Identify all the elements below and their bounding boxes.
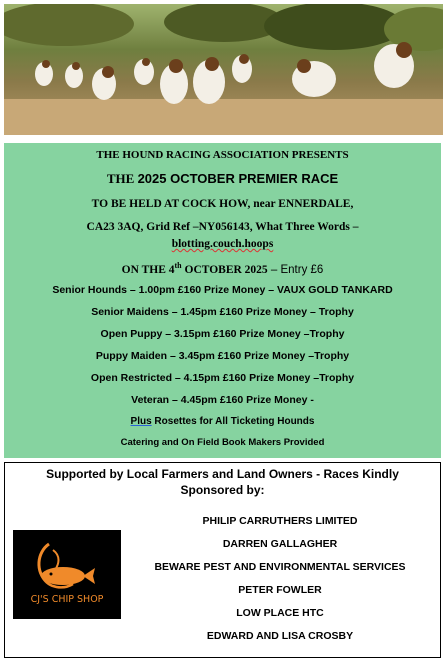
race-title-main: 2025 OCTOBER PREMIER RACE — [137, 171, 339, 186]
race-title — [4, 171, 441, 187]
sponsor-box — [4, 462, 441, 658]
sponsor-4: PETER FOWLER — [238, 584, 322, 596]
entry-fee: – Entry £6 — [267, 263, 324, 276]
sponsor-6: EDWARD AND LISA CROSBY — [206, 630, 354, 642]
venue-line-3 — [4, 238, 441, 250]
race-senior-maidens: Senior Maidens – 1.45pm £160 Prize Money – Trophy — [91, 306, 354, 318]
venue-line-2: CA23 3AQ, Grid Ref –NY056143, What Three Words – — [86, 221, 359, 233]
race-veteran: Veteran – 4.45pm £160 Prize Money - — [131, 394, 314, 406]
sponsor-3: BEWARE PEST AND ENVIRONMENTAL SERVICES — [154, 561, 406, 573]
rosettes-line — [4, 416, 441, 427]
presents-line: THE HOUND RACING ASSOCIATION PRESENTS — [96, 149, 349, 161]
race-open-puppy: Open Puppy – 3.15pm £160 Prize Money –Trophy — [100, 328, 345, 340]
race-open-restricted: Open Restricted – 4.15pm £160 Prize Money –Trophy — [90, 372, 355, 384]
date-line — [4, 261, 441, 276]
logo-text: CJ'S CHIP SHOP — [30, 594, 104, 605]
date-sup: th — [174, 261, 182, 270]
cjs-chip-shop-logo — [13, 530, 121, 619]
sponsor-1: PHILIP CARRUTHERS LIMITED — [202, 515, 358, 527]
hounds-photo — [4, 4, 443, 135]
what3words-text: blotting.couch.hoops — [171, 238, 274, 250]
sponsor-5: LOW PLACE HTC — [236, 607, 324, 619]
sponsor-2: DARREN GALLAGHER — [222, 538, 338, 550]
race-senior-hounds: Senior Hounds – 1.00pm £160 Prize Money – VAUX GOLD TANKARD — [52, 284, 393, 296]
race-puppy-maiden: Puppy Maiden – 3.45pm £160 Prize Money –Trophy — [95, 350, 350, 362]
supported-line-1: Supported by Local Farmers and Land Owners - Races Kindly — [46, 467, 399, 481]
event-panel — [4, 143, 441, 458]
rosettes-rest: Rosettes for All Ticketing Hounds — [151, 416, 315, 427]
date-rest: OCTOBER 2025 — [181, 263, 268, 276]
supported-line-2: Sponsored by: — [180, 483, 265, 497]
rosettes-plus: Plus — [130, 416, 152, 427]
catering-line: Catering and On Field Book Makers Provided — [120, 437, 325, 448]
venue-line-1: TO BE HELD AT COCK HOW, near ENNERDALE, — [91, 198, 354, 210]
race-title-the: THE — [106, 171, 138, 186]
date-prefix: ON THE 4 — [121, 263, 175, 276]
